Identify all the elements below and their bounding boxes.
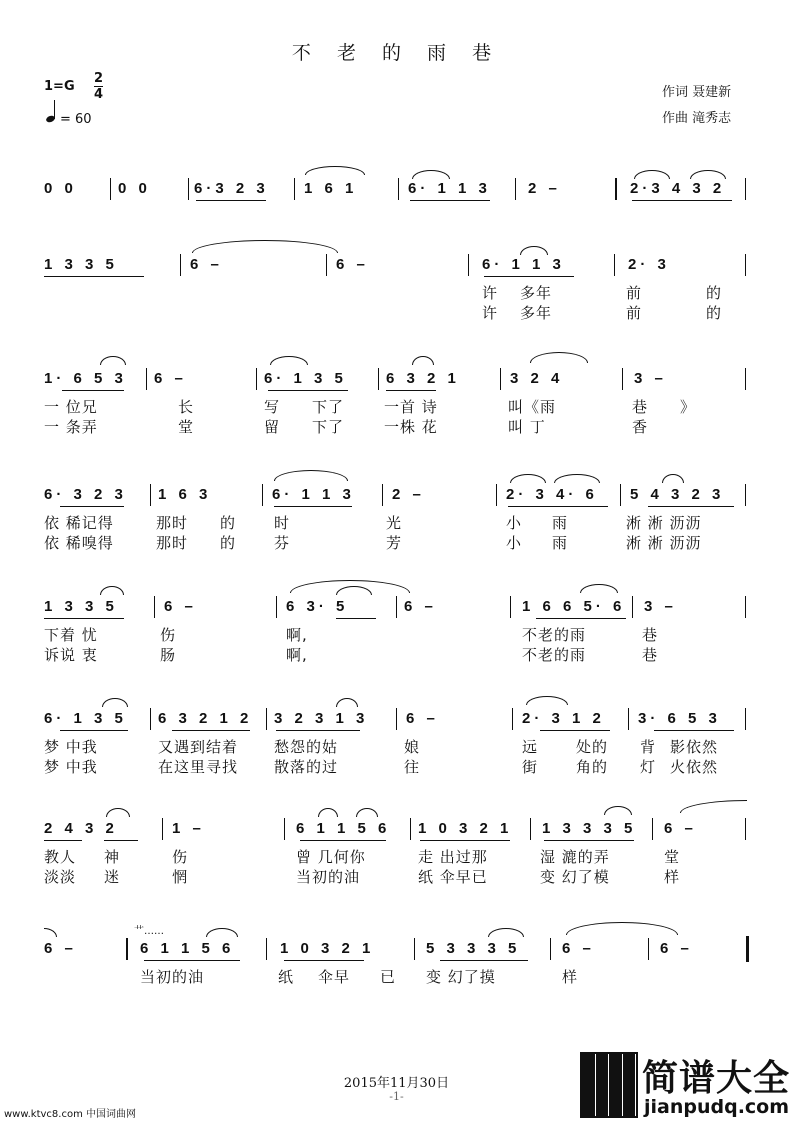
barline: [468, 254, 469, 276]
slur: [526, 696, 568, 705]
barline: [652, 818, 653, 840]
measure: 1 6 3: [158, 486, 212, 503]
barline: [150, 484, 151, 506]
measure: 0 0: [44, 180, 77, 197]
slur: [604, 806, 632, 815]
measure: 5 3 3 3 5: [426, 940, 521, 957]
barline: [256, 368, 257, 390]
lyric: 前: [626, 284, 643, 302]
lyric: 伤: [172, 848, 189, 866]
logo-url: jianpudq.com: [644, 1096, 790, 1118]
slur: [580, 584, 618, 593]
logo-text: 简谱大全: [642, 1058, 791, 1099]
lyric: 一 位兄: [44, 398, 98, 416]
slur: [274, 470, 348, 481]
underline: [144, 960, 240, 961]
tie: [566, 922, 678, 935]
lyric: 的: [706, 284, 723, 302]
barline: [410, 818, 411, 840]
measure: 6 1 1 5 6: [140, 940, 235, 957]
barline: [398, 178, 399, 200]
page-number: -1-: [389, 1090, 404, 1103]
barline: [266, 708, 267, 730]
lyric: 一 条弄: [44, 418, 98, 436]
slur: [510, 474, 546, 483]
barline: [294, 178, 295, 200]
barline: [378, 368, 379, 390]
measure: 6 1 1 5 6: [296, 820, 391, 837]
measure: 6 3 2 1 2: [158, 710, 253, 727]
lyric: 堂: [664, 848, 681, 866]
lyric: 淅 淅 沥沥: [626, 514, 702, 532]
lyric: 火依然: [670, 758, 719, 776]
lyric: 的: [220, 534, 237, 552]
date: 2015年11月30日: [343, 1076, 450, 1091]
tie: [680, 800, 747, 813]
lyric: 纸 伞早已: [418, 868, 488, 886]
underline: [268, 390, 348, 391]
barline: [745, 368, 746, 390]
lyric: 前: [626, 304, 643, 322]
underline: [440, 960, 528, 961]
lyric: 影依然: [670, 738, 719, 756]
lyric: 在这里寻找: [158, 758, 239, 776]
measure: 6· 1 1 3: [482, 256, 565, 273]
underline: [654, 730, 734, 731]
underline: [62, 390, 124, 391]
quarter-note-head: [45, 115, 56, 124]
measure: 6 –: [664, 820, 697, 837]
underline: [196, 200, 266, 201]
underline: [60, 506, 124, 507]
lyric: 灯: [640, 758, 657, 776]
measure: 3 2 4: [510, 370, 564, 387]
measure: 6 3 2 1: [386, 370, 460, 387]
lyric: 教人: [44, 848, 77, 866]
barline: [180, 254, 181, 276]
underline: [44, 618, 124, 619]
underline: [420, 840, 510, 841]
lyric: 多年: [520, 284, 553, 302]
lyric: 许: [482, 284, 499, 302]
lyric: 神: [104, 848, 121, 866]
composer-credit: 作曲 滝秀志: [662, 111, 732, 126]
underline: [284, 960, 364, 961]
repeat-barline: [615, 178, 617, 200]
lyric: 许: [482, 304, 499, 322]
lyric: 肠: [160, 646, 177, 664]
lyric: 街: [522, 758, 539, 776]
slur: [106, 808, 130, 817]
measure: 2· 3: [628, 256, 670, 273]
lyric: 曾 几何你: [296, 848, 366, 866]
slur: [412, 356, 434, 365]
measure: 6 –: [154, 370, 187, 387]
lyric: 不老的雨: [522, 646, 587, 664]
lyric: 梦 中我: [44, 738, 98, 756]
lyric: 梦 中我: [44, 758, 98, 776]
barline: [276, 596, 277, 618]
barline: [382, 484, 383, 506]
measure: 6 –: [164, 598, 197, 615]
measure: 2 4 3 2: [44, 820, 118, 837]
measure: 1 0 3 2 1: [418, 820, 513, 837]
measure: 6 –: [44, 940, 77, 957]
song-title: 不 老 的 雨 巷: [291, 42, 502, 64]
barline: [512, 708, 513, 730]
lyric: 一株 花: [384, 418, 438, 436]
underline: [484, 276, 574, 277]
lyric: 伤: [160, 626, 177, 644]
repeat-barline: [126, 938, 128, 960]
final-barline: [746, 936, 749, 962]
barline: [396, 708, 397, 730]
barline: [745, 254, 746, 276]
slur: [336, 698, 358, 707]
slur: [488, 928, 524, 937]
lyric: 巷: [642, 646, 659, 664]
barline: [496, 484, 497, 506]
measure: 6· 1 1 3: [272, 486, 355, 503]
barline: [632, 596, 633, 618]
underline: [60, 730, 128, 731]
slur: [100, 586, 124, 595]
lyric: 的: [706, 304, 723, 322]
lyric: 又遇到结着: [158, 738, 239, 756]
lyric: 那时: [156, 534, 189, 552]
measure: 6 3· 5: [286, 598, 349, 615]
lyric: 下了: [312, 398, 345, 416]
measure: 6 –: [190, 256, 223, 273]
lyric: 芬: [274, 534, 291, 552]
slur: [530, 352, 588, 363]
slur: [100, 356, 126, 365]
barline: [745, 484, 746, 506]
lyric: 时: [274, 514, 291, 532]
lyric: 诉说 衷: [44, 646, 98, 664]
lyric: 依 稀记得: [44, 514, 114, 532]
underline: [300, 840, 386, 841]
underline: [632, 200, 732, 201]
measure: 6 –: [336, 256, 369, 273]
slur: [690, 170, 726, 179]
tempo-value: = 60: [60, 112, 92, 127]
measure: 2· 3 4· 6: [506, 486, 598, 503]
barline: [745, 708, 746, 730]
measure: 1 0 3 2 1: [280, 940, 375, 957]
measure: 0 0: [118, 180, 151, 197]
barline: [745, 178, 746, 200]
lyric: 散落的过: [274, 758, 339, 776]
lyric: 变 幻了模: [540, 868, 610, 886]
lyric: 愁怨的姑: [274, 738, 339, 756]
measure: 1 3 3 5: [44, 256, 118, 273]
lyric: 雨: [552, 514, 569, 532]
lyric: 啊,: [286, 626, 308, 644]
lyric: 巷: [632, 398, 649, 416]
lyric: 雨: [552, 534, 569, 552]
barline: [550, 938, 551, 960]
site-logo[interactable]: [580, 1052, 790, 1120]
measure: 2 –: [392, 486, 425, 503]
slur: [412, 170, 450, 179]
lyric: 远: [522, 738, 539, 756]
underline: [274, 506, 352, 507]
barline: [150, 708, 151, 730]
slur: [662, 474, 684, 483]
lyric: 的: [220, 514, 237, 532]
key-signature: 1=G: [44, 79, 75, 94]
underline: [172, 730, 250, 731]
lyric: 芳: [386, 534, 403, 552]
underline: [276, 730, 360, 731]
barline: [162, 818, 163, 840]
measure: 6·3 2 3: [194, 180, 269, 197]
barline: [154, 596, 155, 618]
barline: [614, 254, 615, 276]
lyric: 不老的雨: [522, 626, 587, 644]
lyric: 纸: [278, 968, 295, 986]
slur: [634, 170, 670, 179]
barline: [510, 596, 511, 618]
barline: [620, 484, 621, 506]
underline: [410, 200, 490, 201]
lyric: 娘: [404, 738, 421, 756]
lyric: 留: [264, 418, 281, 436]
barline: [745, 818, 746, 840]
measure: 6· 3 2 3: [44, 486, 127, 503]
measure: 1 –: [172, 820, 205, 837]
lyric: 那时: [156, 514, 189, 532]
barline: [326, 254, 327, 276]
barline: [284, 818, 285, 840]
slur: [270, 356, 308, 365]
lyric: 当初的油: [296, 868, 361, 886]
barline: [515, 178, 516, 200]
barline: [530, 818, 531, 840]
barline: [396, 596, 397, 618]
lyric: 巷: [642, 626, 659, 644]
footer-site-link[interactable]: www.ktvc8.com 中国词曲网: [4, 1109, 137, 1120]
lyric: 惘: [172, 868, 189, 886]
measure: 5 4 3 2 3: [630, 486, 725, 503]
barline: [628, 708, 629, 730]
lyric: 多年: [520, 304, 553, 322]
slur: [305, 166, 365, 175]
underline: [44, 840, 82, 841]
underline: [44, 276, 144, 277]
lyric: 长: [178, 398, 195, 416]
piano-keys-icon: [580, 1052, 638, 1118]
slur: [206, 928, 238, 937]
barline: [622, 368, 623, 390]
measure: 3 –: [634, 370, 667, 387]
lyric: 香: [632, 418, 649, 436]
lyric: 样: [664, 868, 681, 886]
measure: 6 –: [660, 940, 693, 957]
measure: 6· 1 3 5: [44, 710, 127, 727]
underline: [336, 618, 376, 619]
measure: 1· 6 5 3: [44, 370, 127, 387]
lyric: 小: [506, 514, 523, 532]
barline: [500, 368, 501, 390]
lyric: 依 稀嗅得: [44, 534, 114, 552]
measure: 6 –: [562, 940, 595, 957]
underline: [508, 506, 608, 507]
underline: [386, 390, 436, 391]
lyric: 样: [562, 968, 579, 986]
lyric: 淅 淅 沥沥: [626, 534, 702, 552]
lyric: 叫 丁: [508, 418, 546, 436]
barline: [266, 938, 267, 960]
slur: [318, 808, 338, 817]
slur: [554, 474, 600, 483]
slur: [356, 808, 378, 817]
lyric: 迷: [104, 868, 121, 886]
tie: [44, 928, 57, 937]
lyric: 写: [264, 398, 281, 416]
measure: 1 6 6 5· 6: [522, 598, 626, 615]
measure: 3· 6 5 3: [638, 710, 721, 727]
measure: 3 –: [644, 598, 677, 615]
barline: [188, 178, 189, 200]
measure: 2·3 4 3 2: [630, 180, 726, 197]
measure: 1 3 3 3 5: [542, 820, 637, 837]
measure: 1 3 3 5: [44, 598, 118, 615]
underline: [648, 506, 734, 507]
lyric: 已: [380, 968, 397, 986]
underline: [536, 618, 626, 619]
underline: [544, 840, 634, 841]
underline: [104, 840, 138, 841]
barline: [110, 178, 111, 200]
lyric: 堂: [178, 418, 195, 436]
underline: [540, 730, 610, 731]
lyric: 》: [680, 398, 697, 416]
measure: 1 6 1: [304, 180, 358, 197]
measure: 6 –: [406, 710, 439, 727]
barline: [262, 484, 263, 506]
segno-sign: 艹……: [134, 926, 164, 937]
tie: [192, 240, 338, 253]
lyric: 淡淡: [44, 868, 77, 886]
lyric: 角的: [576, 758, 609, 776]
measure: 6 –: [404, 598, 437, 615]
measure: 6· 1 3 5: [264, 370, 347, 387]
lyric: 处的: [576, 738, 609, 756]
lyric: 背: [640, 738, 657, 756]
barline: [745, 596, 746, 618]
barline: [414, 938, 415, 960]
lyricist-credit: 作词 聂建新: [662, 85, 732, 100]
lyric: 下着 忧: [44, 626, 98, 644]
measure: 2· 3 1 2: [522, 710, 605, 727]
lyric: 往: [404, 758, 421, 776]
measure: 3 2 3 1 3: [274, 710, 369, 727]
lyric: 叫《雨: [508, 398, 557, 416]
lyric: 下了: [312, 418, 345, 436]
lyric: 伞早: [318, 968, 351, 986]
lyric: 啊,: [286, 646, 308, 664]
lyric: 小: [506, 534, 523, 552]
lyric: 一首 诗: [384, 398, 438, 416]
slur: [102, 698, 128, 707]
measure: 6· 1 1 3: [408, 180, 491, 197]
lyric: 光: [386, 514, 403, 532]
slur: [520, 246, 548, 255]
lyric: 当初的油: [140, 968, 205, 986]
measure: 2 –: [528, 180, 561, 197]
lyric: 变 幻了摸: [426, 968, 496, 986]
lyric: 湿 漉的弄: [540, 848, 610, 866]
lyric: 走 出过那: [418, 848, 488, 866]
barline: [146, 368, 147, 390]
time-signature: $\frac{2}{4}$: [94, 71, 104, 102]
barline: [648, 938, 649, 960]
